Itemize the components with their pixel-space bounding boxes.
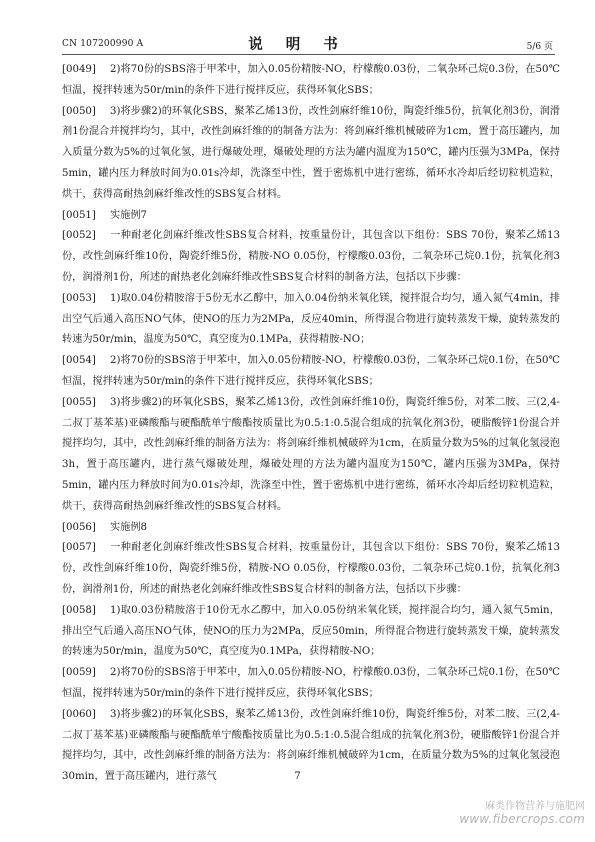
paragraph: [62, 538, 560, 600]
watermark-site-name: 麻类作物营养与施肥网: [485, 801, 585, 812]
paragraph: [62, 601, 560, 663]
paragraph: [62, 351, 560, 393]
paragraph: [62, 663, 560, 705]
paragraph-text: 2)将70份的SBS溶于甲苯中，加入0.05份精胺-NO，柠檬酸0.03份，二氧杂环己烷0.1份，在50℃恒温，搅拌转速为50r/min的条件下进行搅拌反应，获得环氧化SBS；: [62, 667, 560, 699]
paragraph-text: 3)将步骤2)的环氧化SBS，聚苯乙烯13份，改性剑麻纤维10份，陶瓷纤维5份，对苯二胺、三(2,4-二叔丁基苯基)亚磷酸酯与硬酯酰单宁酸酯按质量比为0.5:1:0.5混合组成的抗氧化剂3份，硬脂酸锌1份混合并搅拌均匀，其中，改性剑麻纤维的制备方法为：将剑麻纤维机械破碎为1cm，在质量分数为5%的过氧化氢浸泡30min，置于高压罐内，进行蒸气: [62, 708, 560, 783]
document-body: [62, 60, 560, 788]
paragraph: [62, 226, 560, 288]
paragraph-text: 1)取0.03份精胺溶于10份无水乙醇中，加入0.05份纳米氧化镁，搅拌混合均匀，通入氮气5min，排出空气后通入高压NO气体，使NO的压力为2MPa，反应50min，所得混合物进行旋转蒸发干燥，旋转蒸发的转速为50r/min，温度为50℃，真空度为0.1MPa，获得精胺-NO；: [62, 604, 560, 658]
paragraph-number: [0060]: [62, 708, 96, 720]
paragraph-number: [0053]: [62, 292, 96, 304]
paragraph: [62, 393, 560, 518]
patent-number: CN 107200990 A: [62, 39, 144, 49]
document-title: 说 明 书: [248, 36, 347, 53]
paragraph: [62, 102, 560, 206]
paragraph-text: 2)将70份的SBS溶于甲苯中，加入0.05份精胺-NO，柠檬酸0.03份，二氧杂环己烷0.3份，在50℃恒温，搅拌转速为50r/min的条件下进行搅拌反应，获得环氧化SBS；: [62, 64, 560, 96]
paragraph-text: 2)将70份的SBS溶于甲苯中，加入0.05份精胺-NO，柠檬酸0.03份，二氧杂环己烷0.1份，在50℃恒温，搅拌转速为50r/min的条件下进行搅拌反应，获得环氧化SBS；: [62, 355, 560, 387]
paragraph-text: 1)取0.04份精胺溶于5份无水乙醇中，加入0.04份纳米氧化镁，搅拌混合均匀，通入氮气4min，排出空气后通入高压NO气体，使NO的压力为2MPa，反应40min，所得混合物进行旋转蒸发干燥，旋转蒸发的转速为50r/min，温度为50℃，真空度为0.1MPa，获得精胺-NO；: [62, 292, 560, 346]
paragraph-number: [0052]: [62, 230, 96, 242]
page-indicator: 5/6 页: [526, 42, 553, 52]
paragraph-text: 3)将步骤2)的环氧化SBS，聚苯乙烯13份，改性剑麻纤维10份，陶瓷纤维5份，抗氧化剂3份，润滑剂1份混合并搅拌均匀，其中，改性剑麻纤维的的制备方法为：将剑麻纤维机械破碎为1cm，置于高压罐内，加入质量分数为5%的过氧化氢，进行爆破处理，爆破处理的方法为罐内温度为150℃，罐内压强为3MPa，保持5min，罐内压力释放时间为0.01s冷却，洗涤至中性，置于密炼机中进行密练，循环水冷却后经切粒机造粒，烘干，获得高耐热剑麻纤维改性的SBS复合材料。: [62, 105, 560, 200]
paragraph: [62, 206, 560, 227]
paragraph-text: 实施例7: [110, 209, 148, 221]
paragraph: [62, 60, 560, 102]
paragraph-number: [0050]: [62, 105, 96, 117]
page-number: 7: [294, 771, 301, 782]
paragraph-number: [0056]: [62, 521, 96, 533]
paragraph-text: 一种耐老化剑麻纤维改性SBS复合材料，按重量份计，其包含以下组份：SBS 70份，聚苯乙烯13份，改性剑麻纤维10份，陶瓷纤维5份，精胺-NO 0.05份，柠檬酸0.03份，二氧杂环己烷0.1份，抗氧化剂3份，润滑剂1份，所述的耐热老化剑麻纤维改性SBS复合材料的制备方法，包括以下步骤：: [62, 230, 560, 283]
paragraph-text: 3)将步骤2)的环氧化SBS，聚苯乙烯13份，改性剑麻纤维10份，陶瓷纤维5份，对苯二胺、三(2,4-二叔丁基苯基)亚磷酸酯与硬酯酰单宁酸酯按质量比为0.5:1:0.5混合组成的抗氧化剂3份，硬脂酸锌1份混合并搅拌均匀，其中，改性剑麻纤维的制备方法为：将剑麻纤维机械破碎为1cm，在质量分数为5%的过氧化氢浸泡3h，置于高压罐内，进行蒸气爆破处理，爆破处理的方法为罐内温度为150℃，罐内压强为3MPa，保持5min，罐内压力释放时间为0.01s冷却，洗涤至中性，置于密炼机中进行密练，循环水冷却后经切粒机造粒，烘干，获得高耐热剑麻纤维改性的SBS复合材料。: [62, 396, 560, 512]
paragraph-text: 一种耐老化剑麻纤维改性SBS复合材料，按重量份计，其包含以下组份：SBS 70份，聚苯乙烯13份，改性剑麻纤维10份，陶瓷纤维5份，精胺-NO 0.05份，柠檬酸0.03份，二氧杂环己烷0.1份，抗氧化剂3份，润滑剂1份，所述的耐热老化剑麻纤维改性SBS复合材料的制备方法，包括以下步骤：: [62, 542, 560, 595]
paragraph-number: [0051]: [62, 209, 96, 221]
paragraph: [62, 518, 560, 539]
watermark-url: www.fibercrops.com: [459, 812, 585, 826]
paragraph-number: [0055]: [62, 396, 96, 408]
paragraph-text: 实施例8: [110, 521, 148, 533]
paragraph-number: [0057]: [62, 542, 96, 554]
paragraph-number: [0049]: [62, 64, 96, 75]
paragraph-number: [0058]: [62, 604, 96, 616]
site-watermark: [459, 800, 585, 826]
paragraph-number: [0054]: [62, 355, 96, 367]
paragraph-number: [0059]: [62, 667, 96, 679]
header-divider: [62, 54, 555, 55]
paragraph: [62, 289, 560, 351]
